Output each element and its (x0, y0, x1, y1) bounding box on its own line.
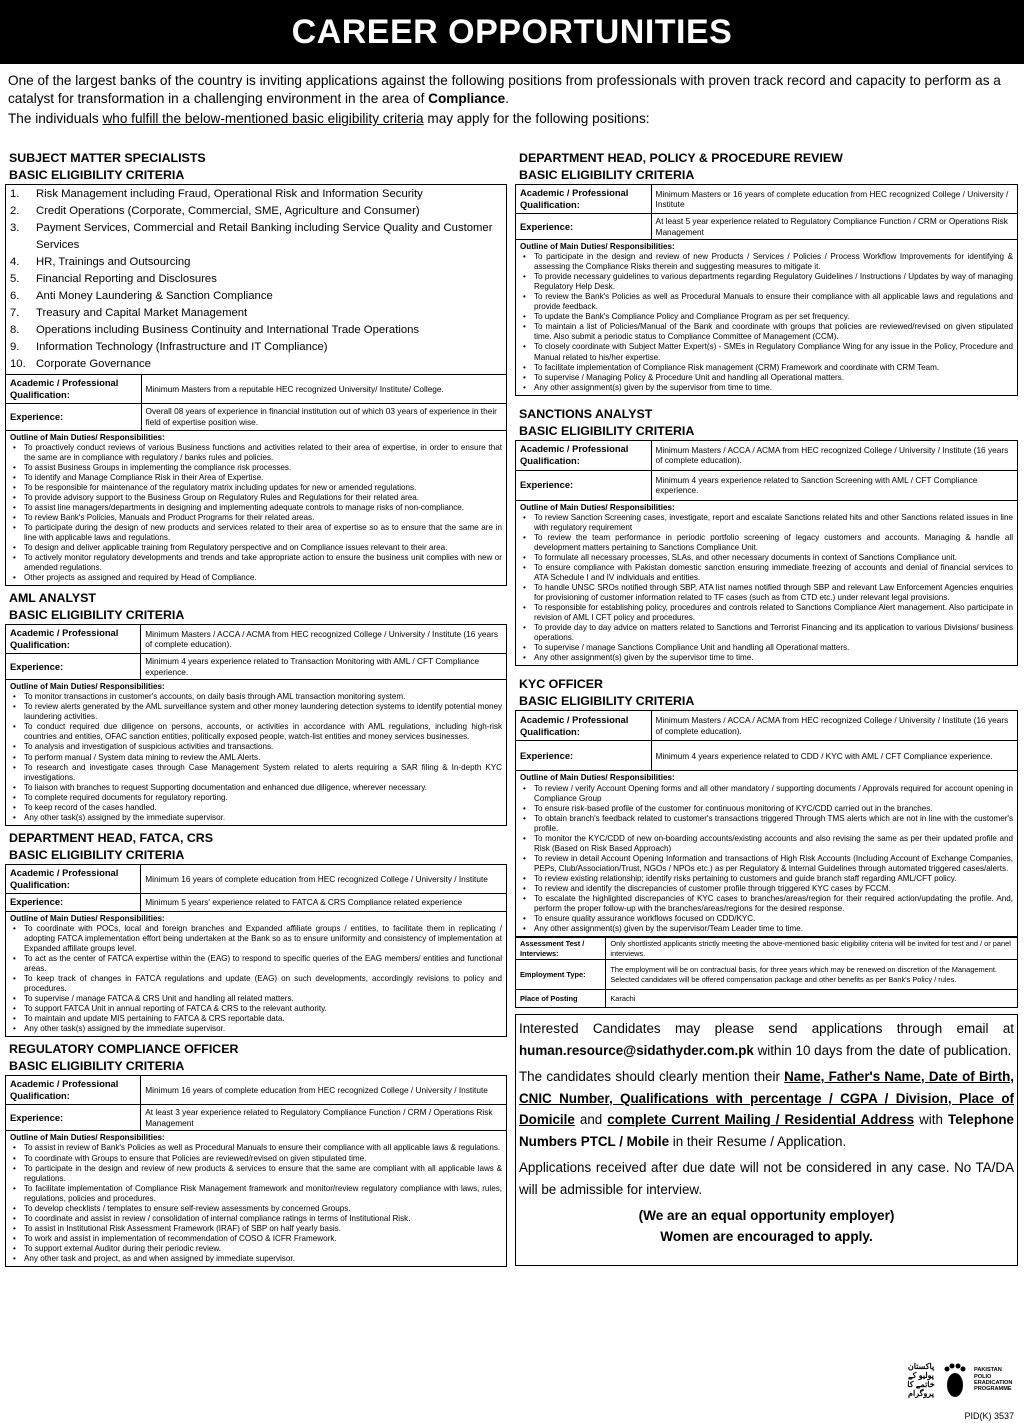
expertise-area-item: 10. Corporate Governance (10, 358, 151, 370)
experience-label: Experience: (6, 404, 141, 430)
duty-item: • To liaison with branches to request Supporting documentation and enhanced due diligence, wherever necessary. (10, 783, 502, 793)
duty-item: • To provide advisory support to the Business Group on Regulatory Rules and Regulations for their related area. (10, 493, 502, 503)
duties-list (520, 252, 1013, 393)
duty-item: • To assist in Institutional Risk Assessment Framework (IRAF) of SBP on half yearly basis. (10, 1224, 502, 1234)
duty-item: • To support FATCA Unit in annual reporting of FATCA & CRS to the relevant authority. (10, 1004, 502, 1014)
duties-list (10, 443, 502, 584)
duties-list (10, 692, 502, 823)
general-info-table (515, 937, 1018, 1008)
section-subtitle: BASIC ELIGIBILITY CRITERIA (519, 694, 695, 709)
duty-item: • To facilitate implementation of Compliance Risk management (CRM) Framework and coordinate with CRM Team. (520, 363, 1013, 373)
fatca-section (5, 830, 507, 1038)
duty-item: • To research and investigate cases through Case Management System related to alerts requiring a SAR filing & In-depth KYC investigations. (10, 763, 502, 783)
policy-section (515, 150, 1018, 396)
duties-heading: Outline of Main Duties/ Responsibilities: (10, 1133, 165, 1143)
left-column (5, 150, 507, 1267)
qualification-table (515, 440, 1018, 501)
experience-value: Overall 08 years of experience in financial institution out of which 03 years of experience in their field of expertise position wise. (141, 404, 506, 430)
duty-item: • To review Bank's Policies, Manuals and Product Programs for their related areas. (10, 513, 502, 523)
footprint-icon (940, 1360, 970, 1400)
qualification-label: Academic / Professional Qualification: (6, 625, 141, 654)
duty-item: • To review in detail Account Opening Information and transactions of High Risk Accounts (Including Account of Exchange Companies, PEPs, Club/Association/Trust, NGOs / NPOs etc.) as per Regulatory & Internal Guidelines through automated triggered cases/alerts. (520, 854, 1013, 874)
qualification-label: Academic / Professional Qualification: (6, 864, 141, 893)
duty-item: • To review Sanction Screening cases, investigate, report and escalate Sanctions related hits and other Sanctions related issues in line with regulatory requirement (520, 513, 1013, 533)
qualification-label: Academic / Professional Qualification: (516, 440, 652, 470)
duty-item: • To supervise / Managing Policy & Procedure Unit and handling all Operational matters. (520, 373, 1013, 383)
place-label: Place of Posting (516, 990, 606, 1008)
duties-box (5, 431, 507, 587)
duty-item: • To assist Business Groups in implementing the compliance risk processes. (10, 463, 502, 473)
duty-item: • Any other assignment(s) given by the supervisor from time to time. (520, 383, 1013, 393)
intro-eligibility-note: The individuals who fulfill the below-mentioned basic eligibility criteria may apply for the following positions: (8, 111, 650, 126)
section-title: AML ANALYST (9, 591, 96, 606)
duty-item: • Other projects as assigned and required by Head of Compliance. (10, 573, 502, 583)
duty-item: • To work and assist in implementation of recommendation of COSO & ICFR Framework. (10, 1234, 502, 1244)
duty-item: • To conduct required due diligence on persons, accounts, or activities in accordance with AML regulations, including high-risk countries and entities, OFAC sanction entities, politically exposed people, watch-list entities and money services businesses. (10, 722, 502, 742)
duty-item: • Any other assignment(s) given by the supervisor/Team Leader time to time. (520, 924, 1013, 934)
qualification-value: Minimum Masters or 16 years of complete education from HEC recognized College / University / Institute (651, 185, 1017, 214)
duty-item: • To obtain branch's feedback related to customer's transactions triggered Through TMS alerts which are not in line with the customer's profile. (520, 814, 1013, 834)
experience-label: Experience: (6, 654, 141, 680)
experience-label: Experience: (516, 741, 652, 771)
qualification-table (5, 864, 507, 912)
duty-item: • To perform manual / System data mining to review the AML Alerts. (10, 753, 502, 763)
duty-item: • To be responsible for maintenance of the regulatory matrix including updates for new or amended regulations. (10, 483, 502, 493)
duties-heading: Outline of Main Duties/ Responsibilities: (10, 913, 165, 923)
qualification-label: Academic / Professional Qualification: (6, 375, 141, 404)
experience-label: Experience: (516, 470, 652, 500)
expertise-area-item: 8. Operations including Business Continuity and International Trade Operations (10, 324, 420, 336)
duties-list (10, 924, 502, 1035)
intro-paragraph: One of the largest banks of the country is inviting applications against the following positions from professionals with proven track record and capacity to perform as a catalyst for transformation in a challenging environment in the area of Compliance. (8, 73, 1001, 106)
logo-urdu-text: پاکستان پولیو کے خاتمے کا پروگرام (907, 1362, 935, 1398)
section-title: REGULATORY COMPLIANCE OFFICER (9, 1042, 239, 1057)
duty-item: • To formulate all necessary processes, SLAs, and other necessary documents in context of Sanctions Compliance unit. (520, 553, 1013, 563)
duty-item: • To escalate the highlighted discrepancies of KYC cases to branches/areas/region for their required action/updating the profile. And, perform the proper follow-up with the branches/areas/regions for the desired response. (520, 894, 1013, 914)
duties-heading: Outline of Main Duties/ Responsibilities: (520, 242, 675, 251)
qualification-value: Minimum Masters / ACCA / ACMA from HEC recognized College / University / Institute (16 years of complete education). (651, 711, 1017, 741)
duties-list (10, 1143, 502, 1264)
duty-item: • To ensure risk-based profile of the customer for continuous monitoring of KYC/CDD carried out in the branches. (520, 804, 1013, 814)
duty-item: • To review existing relationship; identify risks pertaining to customers and guide branch staff regarding AML/CFT policy. (520, 874, 1013, 884)
qualification-value: Minimum Masters from a reputable HEC recognized University/ Institute/ College. (141, 375, 506, 404)
expertise-area-item: 6. Anti Money Laundering & Sanction Compliance (10, 290, 273, 302)
duties-heading: Outline of Main Duties/ Responsibilities: (10, 432, 165, 442)
sanctions-section (515, 406, 1018, 667)
duty-item: • To handle UNSC SROs notified through SBP, ATA list names notified through SBP and relevant Law Enforcement Agencies enquiries for provisioning of customer information related to TF cases (such as from CTD etc.) under relevant legal provisions. (520, 583, 1013, 603)
email-address[interactable]: human.resource@sidathyder.com.pk (519, 1043, 754, 1058)
qualification-value: Minimum 16 years of complete education from HEC recognized College / University / Institute (141, 1076, 507, 1105)
duty-item: • To actively monitor regulatory developments and trends and take appropriate action to ensure the business unit complies with new or amended regulations. (10, 553, 502, 573)
pid-number: PID(K) 3537 (964, 1411, 1014, 1421)
section-subtitle: BASIC ELIGIBILITY CRITERIA (519, 168, 695, 182)
duty-item: • To proactively conduct reviews of various Business functions and activities related to their area of expertise, in order to ensure that the same are in compliance with regulatory / banks rules and policies. (10, 443, 502, 463)
duty-item: • To maintain a list of Policies/Manual of the Bank and coordinate with groups that policies are reviewed/revised on given stipulated time. Also submit a periodic status to Compliance Committee of Management (CCM). (520, 322, 1013, 342)
duties-box (515, 240, 1018, 396)
duty-item: • To participate in the design and review of new Products / Services / Policies / Process Workflow Improvements for identifying & assessing the Compliance Risks therein and suggesting measures to mitigate it. (520, 252, 1013, 272)
experience-value: At least 5 year experience related to Regulatory Compliance Function / CRM or Operations Risk Management (651, 214, 1017, 240)
duty-item: • To assist line managers/departments in designing and implementing adequate controls to manage risks of non-compliance. (10, 503, 502, 513)
duties-heading: Outline of Main Duties/ Responsibilities: (520, 502, 675, 512)
aml-section (5, 590, 507, 826)
qualification-value: Minimum 16 years of complete education from HEC recognized College / University / Institute (141, 864, 507, 893)
expertise-area-list (6, 185, 506, 374)
duty-item: • Any other task and project, as and when assigned by immediate supervisor. (10, 1254, 502, 1264)
duty-item: • To review alerts generated by the AML surveillance system and other money laundering detection systems to identify potential money laundering activities. (10, 702, 502, 722)
duties-box (5, 1131, 507, 1267)
expertise-area-item: 9. Information Technology (Infrastructure and IT Compliance) (10, 341, 328, 353)
qualification-table (5, 624, 507, 680)
equal-opportunity-note: (We are an equal opportunity employer) (638, 1207, 895, 1223)
experience-label: Experience: (6, 893, 141, 911)
rco-section (5, 1041, 507, 1267)
duty-item: • To review and identify the discrepancies of customer profile through triggered KYC cases by FCCM. (520, 884, 1013, 894)
experience-value: Minimum 5 years' experience related to FATCA & CRS Compliance related experience (141, 893, 507, 911)
apply-instruction: Interested Candidates may please send applications through email at human.resource@sidathyder.com.pk within 10 days from the date of publication. (519, 1021, 1014, 1058)
duty-item: • To assist in review of Bank's Policies as well as Procedural Manuals to ensure their compliance with all applicable laws & regulations. (10, 1143, 502, 1153)
required-details: The candidates should clearly mention their Name, Father's Name, Date of Birth, CNIC Number, Qualifications with percentage / CGPA / Division, Place of Domicile and complete Current Mailing / Residential Address with Telephone Numbers PTCL / Mobile in their Resume / Application. (519, 1068, 1014, 1150)
duty-item: • Any other task(s) assigned by the immediate supervisor. (10, 1024, 502, 1034)
expertise-area-item: 3. Payment Services, Commercial and Retail Banking including Service Quality and Customer Services (10, 222, 493, 251)
duty-item: • To analysis and investigation of suspicious activities and transactions. (10, 742, 502, 752)
sme-criteria-box (5, 184, 507, 431)
section-title: SANCTIONS ANALYST (519, 406, 653, 421)
qualification-table (6, 374, 506, 430)
contact-box (515, 1014, 1018, 1266)
duty-item: • To ensure compliance with Pakistan domestic sanction ensuring immediate freezing of accounts and denial of financial services to ATA Schedule I and IV individuals and entities. (520, 563, 1013, 583)
duties-box (515, 501, 1018, 667)
sme-section (5, 150, 507, 586)
due-date-note: Applications received after due date will not be considered in any case. No TA/DA will be admissible for interview. (519, 1159, 1014, 1197)
section-subtitle: BASIC ELIGIBILITY CRITERIA (9, 168, 185, 182)
duty-item: • To review / verify Account Opening forms and all other mandatory / supporting documents / Approvals required for account opening in Compliance Group (520, 784, 1013, 804)
duty-item: • To coordinate and assist in review / consolidation of internal compliance ratings in terms of Institutional Risk. (10, 1214, 502, 1224)
page-title: CAREER OPPORTUNITIES (0, 0, 1024, 64)
section-subtitle: BASIC ELIGIBILITY CRITERIA (519, 423, 695, 438)
duty-item: • To complete required documents for regulatory reporting. (10, 793, 502, 803)
kyc-section (515, 676, 1018, 1008)
section-title: DEPARTMENT HEAD, POLICY & PROCEDURE REVIEW (519, 151, 843, 165)
expertise-area-item: 4. HR, Trainings and Outsourcing (10, 256, 191, 268)
duty-item: • Any other task(s) assigned by the immediate supervisor. (10, 813, 502, 823)
duties-box (515, 771, 1018, 937)
employment-type-label: Employment Type: (516, 960, 606, 990)
duty-item: • To participate in the design and review of new products & services to ensure that the same are compliant with all applicable laws & regulations. (10, 1164, 502, 1184)
duty-item: • To ensure quality assurance workflows focused on CDD/KYC. (520, 914, 1013, 924)
duty-item: • To participate during the design of new products and services related to their area of expertise so as to ensure that the same are in line with applicable laws and regulations. (10, 523, 502, 543)
experience-value: Minimum 4 years experience related to Sanction Screening with AML / CFT Compliance experience. (651, 470, 1017, 500)
duties-heading: Outline of Main Duties/ Responsibilities: (10, 682, 165, 692)
qualification-label: Academic / Professional Qualification: (6, 1076, 141, 1105)
duty-item: • To responsible for establishing policy, procedures and controls related to Sanctions Compliance Alert management. Also participate in revision of AML I CFT policy and procedures. (520, 603, 1013, 623)
duty-item: • To identify and Manage Compliance Risk in their Area of Expertise. (10, 473, 502, 483)
duty-item: • To support external Auditor during their periodic review. (10, 1244, 502, 1254)
duty-item: • To coordinate with POCs, local and foreign branches and Expanded affiliate groups / entities, to facilitate them in replicating / adopting FATCA implementation effort being undertaken at the Bank so as to ensure uniformity and consistency of implementation at Expanded affiliate groups level. (10, 924, 502, 954)
duties-list (520, 784, 1013, 935)
right-column (515, 150, 1018, 1266)
duty-item: • To develop checklists / templates to ensure self-review assessments by concerned Groups. (10, 1204, 502, 1214)
duty-item: • To keep record of the cases handled. (10, 803, 502, 813)
duties-box (5, 912, 507, 1038)
duty-item: • To closely coordinate with Subject Matter Expert(s) - SMEs in Regulatory Compliance Wing for any issue in the Policy, Procedure and Manual related to his/her expertise. (520, 342, 1013, 362)
duty-item: • To maintain and update MIS pertaining to FATCA & CRS reportable data. (10, 1014, 502, 1024)
qualification-table (515, 710, 1018, 771)
experience-value: Minimum 4 years experience related to CDD / KYC with AML / CFT Compliance experience. (651, 741, 1017, 771)
duty-item: • Any other assignment(s) given by the supervisor time to time. (520, 653, 1013, 663)
qualification-label: Academic / Professional Qualification: (516, 711, 652, 741)
assessment-label: Assessment Test / Interviews: (516, 938, 606, 960)
duty-item: • To provide necessary guidelines to various departments regarding Regulatory Guidelines / Instructions / Updates by way of managing Regulatory Help Desk. (520, 272, 1013, 292)
duty-item: • To keep track of changes in FATCA regulations and update (EAG) on such developments, accordingly revisions to policy and procedures. (10, 974, 502, 994)
duty-item: • To coordinate with Groups to ensure that Policies are reviewed/revised on given stipulated time. (10, 1154, 502, 1164)
experience-label: Experience: (6, 1105, 141, 1131)
logo-text: PAKISTAN POLIO ERADICATION PROGRAMME (974, 1367, 1013, 1393)
experience-value: Minimum 4 years experience related to Transaction Monitoring with AML / CFT Compliance experience. (141, 654, 507, 680)
section-title: KYC OFFICER (519, 677, 603, 692)
section-subtitle: BASIC ELIGIBILITY CRITERIA (9, 608, 185, 623)
women-encouraged-note: Women are encouraged to apply. (660, 1229, 873, 1245)
qualification-table (5, 1075, 507, 1131)
experience-value: At least 3 year experience related to Regulatory Compliance Function / CRM / Operations Risk Management (141, 1105, 507, 1131)
expertise-area-item: 1. Risk Management including Fraud, Operational Risk and Information Security (10, 188, 423, 200)
duty-item: • To supervise / manage FATCA & CRS Unit and handling all related matters. (10, 994, 502, 1004)
duty-item: • To provide day to day advice on matters related to Sanctions and Terrorist Financing and its application to various Divisions/ business operations. (520, 623, 1013, 643)
duty-item: • To update the Bank's Compliance Policy and Compliance Program as per set frequency. (520, 312, 1013, 322)
section-subtitle: BASIC ELIGIBILITY CRITERIA (9, 847, 185, 862)
duty-item: • To monitor the KYC/CDD of new on-boarding accounts/existing accounts and also revising the same as per their updated profile and Risk (Based on Risk Based Approach) (520, 834, 1013, 854)
place-value: Karachi (606, 990, 1018, 1008)
duties-heading: Outline of Main Duties/ Responsibilities: (520, 773, 675, 783)
employment-type-value: The employment will be on contractual basis, for three years which may be renewed on discretion of the Management. Selected candidates will be offered compensation package and other benefits as per Bank's Policy / rules. (606, 960, 1018, 990)
qualification-table (515, 184, 1018, 240)
section-title: DEPARTMENT HEAD, FATCA, CRS (9, 830, 213, 845)
duty-item: • To facilitate implementation of Compliance Risk Management framework and monitor/review regulatory compliance with laws, rules, regulations, policies and procedures. (10, 1184, 502, 1204)
expertise-area-item: 2. Credit Operations (Corporate, Commercial, SME, Agriculture and Consumer) (10, 205, 420, 217)
qualification-label: Academic / Professional Qualification: (516, 185, 652, 214)
duty-item: • To monitor transactions in customer's accounts, on daily basis through AML transaction monitoring system. (10, 692, 502, 702)
intro (8, 72, 1016, 130)
expertise-area-item: 5. Financial Reporting and Disclosures (10, 273, 217, 285)
assessment-value: Only shortlisted applicants strictly meeting the above-mentioned basic eligibility criteria will be invited for test and / or panel interviews. (606, 938, 1018, 960)
expertise-area-item: 7. Treasury and Capital Market Management (10, 307, 248, 319)
duty-item: • To review the Bank's Policies as well as Procedural Manuals to ensure their compliance with all applicable laws and regulations and provide feedback. (520, 292, 1013, 312)
polio-logo (906, 1353, 1018, 1407)
duties-box (5, 680, 507, 826)
duty-item: • To review the team performance in periodic portfolio screening of legacy customers and accounts. Managing & handle all development matters pertaining to Sanctions Compliance Unit. (520, 533, 1013, 553)
experience-label: Experience: (516, 214, 652, 240)
duty-item: • To supervise / manage Sanctions Compliance Unit and handling all Operational matters. (520, 643, 1013, 653)
section-subtitle: BASIC ELIGIBILITY CRITERIA (9, 1059, 185, 1074)
qualification-value: Minimum Masters / ACCA / ACMA from HEC recognized College / University / Institute (16 years of complete education). (141, 625, 507, 654)
section-title: SUBJECT MATTER SPECIALISTS (9, 151, 206, 165)
duties-list (520, 513, 1013, 664)
duty-item: • To act as the center of FATCA expertise within the (EAG) to respond to specific queries of the EAG members/ entities and functional areas. (10, 954, 502, 974)
qualification-value: Minimum Masters / ACCA / ACMA from HEC recognized College / University / Institute (16 years of complete education). (651, 440, 1017, 470)
duty-item: • To design and deliver applicable training from Regulatory perspective and on Compliance issues relevant to their area. (10, 543, 502, 553)
